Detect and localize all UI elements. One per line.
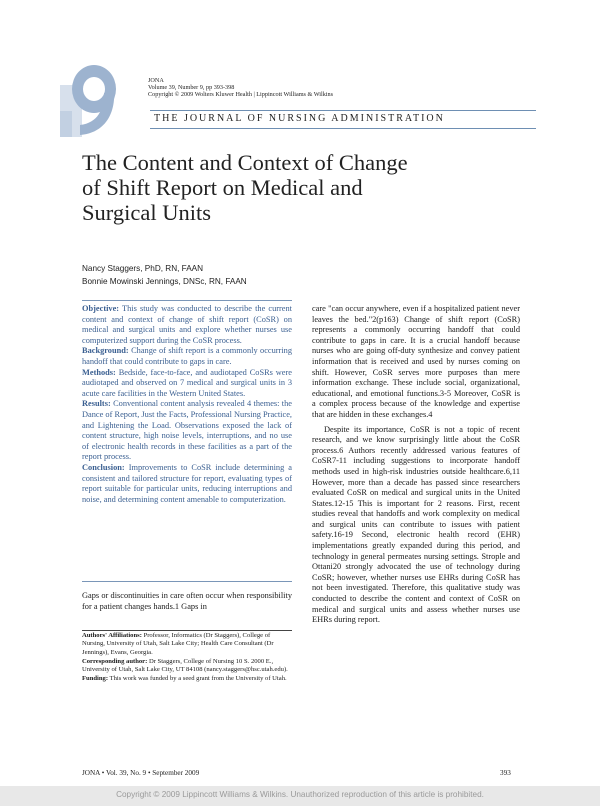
- volume-line: Volume 39, Number 9, pp 393-398: [148, 84, 235, 92]
- right-column: [312, 304, 520, 626]
- author: Nancy Staggers, PhD, RN, FAAN: [82, 264, 204, 273]
- page-number: 393: [500, 769, 511, 777]
- abstract-text: Conventional content analysis revealed 4 themes: the Dance of Report, Just the Facts, Professional Nursing Practice, and Lightening the Load. Observations exposed the lack of content structure, high noise levels, interruptions, and no use of electronic health records in these facilities as a part of the report process.: [82, 399, 292, 462]
- left-column: [82, 304, 292, 505]
- note-text: This work was funded by a seed grant from the University of Utah.: [109, 675, 287, 683]
- abstract-text: Change of shift report is a commonly occurring handoff that could contribute to gaps in care.: [82, 346, 292, 366]
- section-label: Methods:: [82, 367, 116, 377]
- divider: [82, 581, 292, 582]
- masthead: [148, 77, 333, 99]
- abstract-text: Bedside, face-to-face, and audiotaped CoSRs were audiotaped and observed on 7 medical and surgical units in 3 acute care facilities in the Western United States.: [82, 367, 292, 398]
- abstract-background: [82, 346, 292, 367]
- intro-paragraph: Gaps or discontinuities in care often occur when responsibility for a patient changes hands.1 Gaps in: [82, 591, 292, 611]
- abstract-results: [82, 399, 292, 463]
- note-label: Corresponding author:: [82, 657, 148, 665]
- divider: [150, 110, 536, 111]
- journal-name: THE JOURNAL OF NURSING ADMINISTRATION: [154, 113, 445, 124]
- abstract-methods: [82, 368, 292, 400]
- author-list: [82, 262, 247, 288]
- journal-bar: [66, 110, 536, 128]
- funding: [82, 675, 292, 683]
- abstract-objective: [82, 304, 292, 346]
- copyright-bar: [0, 786, 600, 806]
- journal-abbrev: JONA: [148, 77, 164, 84]
- abstract: [82, 304, 292, 505]
- note-text: Dr Staggers, College of Nursing 10 S. 2000 E., University of Utah, Salt Lake City, UT 84108 (nancy.staggers@hsc.utah.edu).: [82, 657, 288, 674]
- abstract-conclusion: [82, 463, 292, 505]
- section-label: Results:: [82, 399, 111, 409]
- section-label: Conclusion:: [82, 462, 125, 472]
- divider: [150, 128, 536, 129]
- corresponding-author: [82, 658, 292, 675]
- body-paragraph: care "can occur anywhere, even if a hospitalized patient never leaves the bed."2(p163) Change of shift report (CoSR) represents a commonly occurring handoff that could contribute to gaps in care. It is a crucial handoff because nurses who are going off-duty synthesize and convey patient information that is received and used by nurses coming on shift. However, CoSR serves more purposes than mere information exchange. These include social, organizational, educational, and emotional functions.3-5 Moreover, CoSR is a complex process because of the knowledge and expertise that are hidden in these exchanges.4: [312, 304, 520, 419]
- article-title: The Content and Context of Change of Shift Report on Medical and Surgical Units: [82, 150, 408, 225]
- note-label: Funding:: [82, 675, 109, 683]
- footer-citation: JONA • Vol. 39, No. 9 • September 2009: [82, 769, 200, 777]
- section-label: Objective:: [82, 304, 120, 313]
- divider: [82, 300, 292, 301]
- abstract-text: Improvements to CoSR include determining a consistent and tailored structure for report, evaluating types of report suitable for particular units, reducing interruptions and noise, and determining content amenable to computerization.: [82, 462, 293, 504]
- copyright-notice: Copyright © 2009 Lippincott Williams & Wilkins. Unauthorized reproduction of this article is prohibited.: [116, 790, 484, 799]
- affiliations: [82, 632, 292, 657]
- author: Bonnie Mowinski Jennings, DNSc, RN, FAAN: [82, 277, 247, 286]
- copyright-line: Copyright © 2009 Wolters Kluwer Health | Lippincott Williams & Wilkins: [148, 91, 334, 99]
- section-label: Background:: [82, 346, 129, 356]
- author-notes: [82, 632, 292, 685]
- abstract-text: This study was conducted to describe the current content and context of change of shift report (CoSR) on medical and surgical units and explore whether nurses use computerized support during the CoSR process.: [82, 304, 292, 345]
- body-paragraph: Despite its importance, CoSR is not a topic of recent research, and we know surprisingly little about the CoSR process.6 Authors recently addressed various features of CoSR7-11 including suggestions to incorporate handoff methods used in high-risk industries outside healthcare.6,11 However, more than a decade has passed since researchers evaluated CoSR on medical and surgical units in the United States.12-15 This is important for 2 reasons. First, recent studies reveal that handoffs and work complexity on medical and surgical units can contribute to issues with patient safety.16-19 Second, electronic health record (EHR) implementations greatly expanded during this period, and technology in general permeates nursing settings. Strople and Ottani20 strongly advocated the use of technology during CoSR; however, whether nurses use EHRs during CoSR has not been investigated. Therefore, this qualitative study was conducted to describe the content and context of CoSR on medical and surgical units and assess whether nurses use EHRs during report.: [312, 424, 520, 625]
- note-label: Authors' Affiliations:: [82, 632, 142, 639]
- divider: [82, 630, 292, 631]
- note-text: Professor, Informatics (Dr Staggers), College of Nursing, University of Utah, Salt Lake City; Health Care Consultant (Dr Jennings), Evans, Georgia.: [82, 632, 274, 656]
